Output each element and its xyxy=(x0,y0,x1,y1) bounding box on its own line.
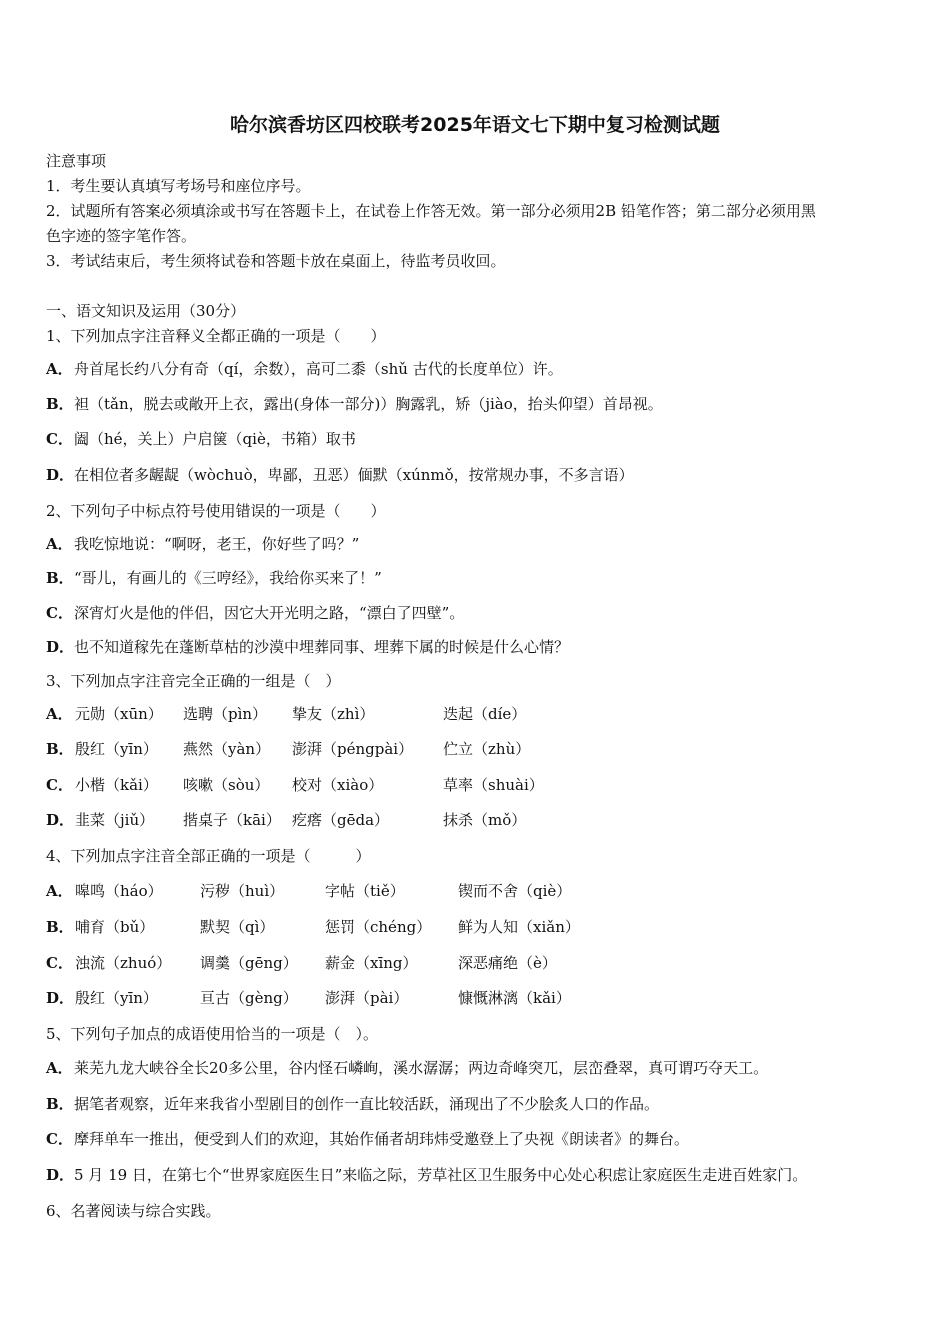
option-word: 薪金（xīng） xyxy=(325,954,418,972)
question-stem: 1、下列加点字注音释义全都正确的一项是（ ） xyxy=(46,327,386,345)
option-word: 调羹（gēng） xyxy=(200,954,298,972)
option-word: 嗥鸣（háo） xyxy=(75,882,163,900)
option-label: B． xyxy=(46,395,74,413)
question-stem: 6、名著阅读与综合实践。 xyxy=(46,1202,221,1220)
option-row xyxy=(46,917,926,937)
option-word: 韭菜（jiǔ） xyxy=(75,811,155,829)
option-word: 字帖（tiě） xyxy=(325,882,405,900)
option-label: A． xyxy=(46,1059,73,1077)
option-row xyxy=(46,1129,926,1149)
option-text: 5 月 19 日，在第七个“世界家庭医生日”来临之际，芳草社区卫生服务中心处心积虑让家庭医生走进百姓家门。 xyxy=(74,1166,808,1184)
option-word: 伫立（zhù） xyxy=(443,740,531,758)
option-label: B． xyxy=(46,1095,74,1113)
option-word: 深恶痛绝（è） xyxy=(458,954,557,972)
option-word: 亘古（gèng） xyxy=(200,989,298,1007)
option-word: 元勋（xūn） xyxy=(75,705,163,723)
option-text: 袒（tǎn，脱去或敞开上衣，露出(身体一部分)）胸露乳，矫（jiào，抬头仰望）首昂视。 xyxy=(74,395,663,413)
document-title: 哈尔滨香坊区四校联考2025年语文七下期中复习检测试题 xyxy=(230,114,720,136)
option-row xyxy=(46,739,926,759)
option-text: 深宵灯火是他的伴侣，因它大开光明之路，“漂白了四壁”。 xyxy=(74,604,465,622)
option-word: 锲而不舍（qiè） xyxy=(458,882,572,900)
option-row xyxy=(46,465,926,485)
option-row xyxy=(46,534,926,554)
option-text: 也不知道稼先在蓬断草枯的沙漠中埋葬同事、埋葬下属的时候是什么心情？ xyxy=(74,638,570,656)
option-label: C． xyxy=(46,776,73,794)
notice-item: 3．考试结束后，考生须将试卷和答题卡放在桌面上，待监考员收回。 xyxy=(46,252,506,270)
option-row xyxy=(46,1165,926,1185)
question-stem: 5、下列句子加点的成语使用恰当的一项是（ ）。 xyxy=(46,1025,379,1043)
option-label: A． xyxy=(46,882,73,900)
option-text: 阖（hé，关上）户启箧（qiè，书箱）取书 xyxy=(74,430,356,448)
option-row xyxy=(46,1094,926,1114)
option-label: D． xyxy=(46,1166,75,1184)
option-row xyxy=(46,394,926,414)
option-row xyxy=(46,953,926,973)
option-row xyxy=(46,881,926,901)
option-word: 草率（shuài） xyxy=(443,776,544,794)
option-text: 我吃惊地说：“啊呀，老王，你好些了吗？” xyxy=(74,535,360,553)
option-text: 舟首尾长约八分有奇（qí，余数），高可二黍（shǔ 古代的长度单位）许。 xyxy=(74,360,563,378)
option-word: 校对（xiào） xyxy=(292,776,384,794)
option-row xyxy=(46,810,926,830)
notice-item: 色字迹的签字笔作答。 xyxy=(46,227,197,245)
option-text: 据笔者观察，近年来我省小型剧目的创作一直比较活跃，涌现出了不少脍炙人口的作品。 xyxy=(74,1095,660,1113)
option-label: B． xyxy=(46,918,74,936)
option-row xyxy=(46,637,926,657)
option-word: 挚友（zhì） xyxy=(292,705,375,723)
option-label: A． xyxy=(46,705,73,723)
option-row xyxy=(46,568,926,588)
option-word: 迭起（díe） xyxy=(443,705,527,723)
option-label: C． xyxy=(46,1130,73,1148)
option-label: C． xyxy=(46,954,73,972)
notice-item: 2．试题所有答案必须填涂或书写在答题卡上，在试卷上作答无效。第一部分必须用2B 铅笔作答；第二部分必须用黑 xyxy=(46,202,816,220)
option-label: D． xyxy=(46,989,75,1007)
question-stem: 2、下列句子中标点符号使用错误的一项是（ ） xyxy=(46,502,386,520)
option-word: 惩罚（chéng） xyxy=(325,918,432,936)
option-word: 揩桌子（kāi） xyxy=(183,811,281,829)
option-word: 慷慨淋漓（kǎi） xyxy=(458,989,571,1007)
option-label: D． xyxy=(46,638,75,656)
option-text: 莱芜九龙大峡谷全长20多公里，谷内怪石嶙峋，溪水潺潺；两边奇峰突兀，层峦叠翠，真可谓巧夺天工。 xyxy=(74,1059,769,1077)
option-text: “哥儿，有画儿的《三哼经》，我给你买来了！” xyxy=(74,569,382,587)
notice-heading: 注意事项 xyxy=(46,152,107,170)
option-word: 小楷（kǎi） xyxy=(75,776,158,794)
option-word: 澎湃（pài） xyxy=(325,989,409,1007)
option-word: 抹杀（mǒ） xyxy=(443,811,527,829)
option-row xyxy=(46,359,926,379)
option-row xyxy=(46,603,926,623)
option-word: 鲜为人知（xiǎn） xyxy=(458,918,580,936)
option-text: 摩拜单车一推出，便受到人们的欢迎，其始作俑者胡玮炜受邀登上了央视《朗读者》的舞台。 xyxy=(74,1130,690,1148)
option-row xyxy=(46,775,926,795)
option-word: 燕然（yàn） xyxy=(183,740,271,758)
option-label: D． xyxy=(46,811,75,829)
notice-item: 1．考生要认真填写考场号和座位序号。 xyxy=(46,177,311,195)
option-word: 污秽（huì） xyxy=(200,882,285,900)
option-label: C． xyxy=(46,430,73,448)
option-text: 在相位者多龌龊（wòchuò，卑鄙，丑恶）偭默（xúnmǒ，按常规办事，不多言语） xyxy=(74,466,634,484)
option-word: 殷红（yīn） xyxy=(75,989,158,1007)
option-word: 浊流（zhuó） xyxy=(75,954,172,972)
option-row xyxy=(46,704,926,724)
option-word: 澎湃（péngpài） xyxy=(292,740,414,758)
option-word: 默契（qì） xyxy=(200,918,275,936)
option-label: B． xyxy=(46,740,74,758)
option-word: 疙瘩（gēda） xyxy=(292,811,390,829)
option-label: A． xyxy=(46,360,73,378)
option-word: 咳嗽（sòu） xyxy=(183,776,270,794)
option-label: A． xyxy=(46,535,73,553)
question-stem: 3、下列加点字注音完全正确的一组是（ ） xyxy=(46,672,341,690)
question-stem: 4、下列加点字注音全部正确的一项是（ ） xyxy=(46,847,371,865)
option-row xyxy=(46,988,926,1008)
option-label: B． xyxy=(46,569,74,587)
section-heading: 一、语文知识及运用（30分） xyxy=(46,302,246,320)
option-word: 殷红（yīn） xyxy=(75,740,158,758)
option-label: C． xyxy=(46,604,73,622)
option-row xyxy=(46,1058,926,1078)
option-word: 选聘（pìn） xyxy=(183,705,268,723)
option-label: D． xyxy=(46,466,75,484)
option-word: 哺育（bǔ） xyxy=(75,918,155,936)
option-row xyxy=(46,429,926,449)
